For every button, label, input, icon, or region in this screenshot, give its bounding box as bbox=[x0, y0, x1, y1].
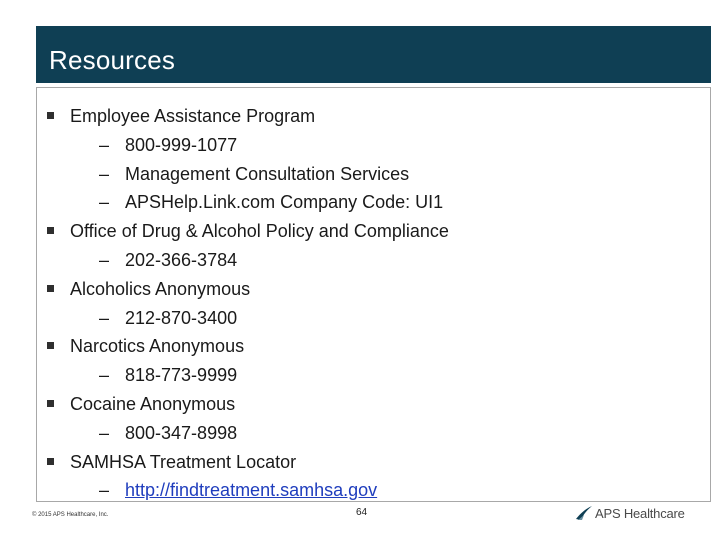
sub-item bbox=[47, 160, 687, 189]
phone-number: 818-773-9999 bbox=[125, 365, 238, 386]
dash-icon: – bbox=[99, 480, 110, 501]
aps-swoosh-icon bbox=[575, 505, 593, 521]
page-number: 64 bbox=[356, 507, 368, 518]
item-label: Cocaine Anonymous bbox=[70, 393, 236, 414]
list-item bbox=[47, 332, 687, 361]
logo-text: APS Healthcare bbox=[595, 505, 685, 521]
sub-item bbox=[47, 131, 687, 160]
square-bullet-icon bbox=[47, 227, 54, 234]
dash-icon: – bbox=[99, 192, 110, 213]
list-item bbox=[47, 102, 687, 131]
phone-number: 800-999-1077 bbox=[125, 134, 238, 155]
item-label: Narcotics Anonymous bbox=[70, 336, 245, 357]
sub-item bbox=[47, 188, 687, 217]
copyright-text: © 2015 APS Healthcare, Inc. bbox=[32, 512, 109, 518]
list-item bbox=[47, 275, 687, 304]
phone-number: 212-870-3400 bbox=[125, 307, 238, 328]
item-label: SAMHSA Treatment Locator bbox=[70, 451, 297, 472]
dash-icon: – bbox=[99, 134, 110, 155]
list-item bbox=[47, 448, 687, 477]
square-bullet-icon bbox=[47, 285, 54, 292]
aps-logo bbox=[575, 505, 685, 521]
samhsa-link[interactable]: http://findtreatment.samhsa.gov bbox=[125, 480, 378, 501]
square-bullet-icon bbox=[47, 400, 54, 407]
dash-icon: – bbox=[99, 422, 110, 443]
slide-title: Resources bbox=[49, 45, 176, 75]
sub-item bbox=[47, 476, 687, 505]
sub-item-label: APSHelp.Link.com Company Code: UI1 bbox=[125, 192, 444, 213]
square-bullet-icon bbox=[47, 342, 54, 349]
square-bullet-icon bbox=[47, 112, 54, 119]
item-label: Alcoholics Anonymous bbox=[70, 278, 251, 299]
dash-icon: – bbox=[99, 249, 110, 270]
sub-item bbox=[47, 304, 687, 333]
list-item bbox=[47, 217, 687, 246]
list-item bbox=[47, 390, 687, 419]
resource-list bbox=[47, 102, 687, 505]
dash-icon: – bbox=[99, 307, 110, 328]
phone-number: 202-366-3784 bbox=[125, 249, 238, 270]
sub-item bbox=[47, 419, 687, 448]
title-bar bbox=[36, 26, 711, 83]
item-label: Employee Assistance Program bbox=[70, 106, 316, 126]
square-bullet-icon bbox=[47, 458, 54, 465]
sub-item bbox=[47, 361, 687, 390]
sub-item-label: Management Consultation Services bbox=[125, 163, 410, 184]
dash-icon: – bbox=[99, 163, 110, 184]
phone-number: 800-347-8998 bbox=[125, 422, 238, 443]
item-label: Office of Drug & Alcohol Policy and Compliance bbox=[70, 221, 449, 242]
dash-icon: – bbox=[99, 365, 110, 386]
sub-item bbox=[47, 246, 687, 275]
